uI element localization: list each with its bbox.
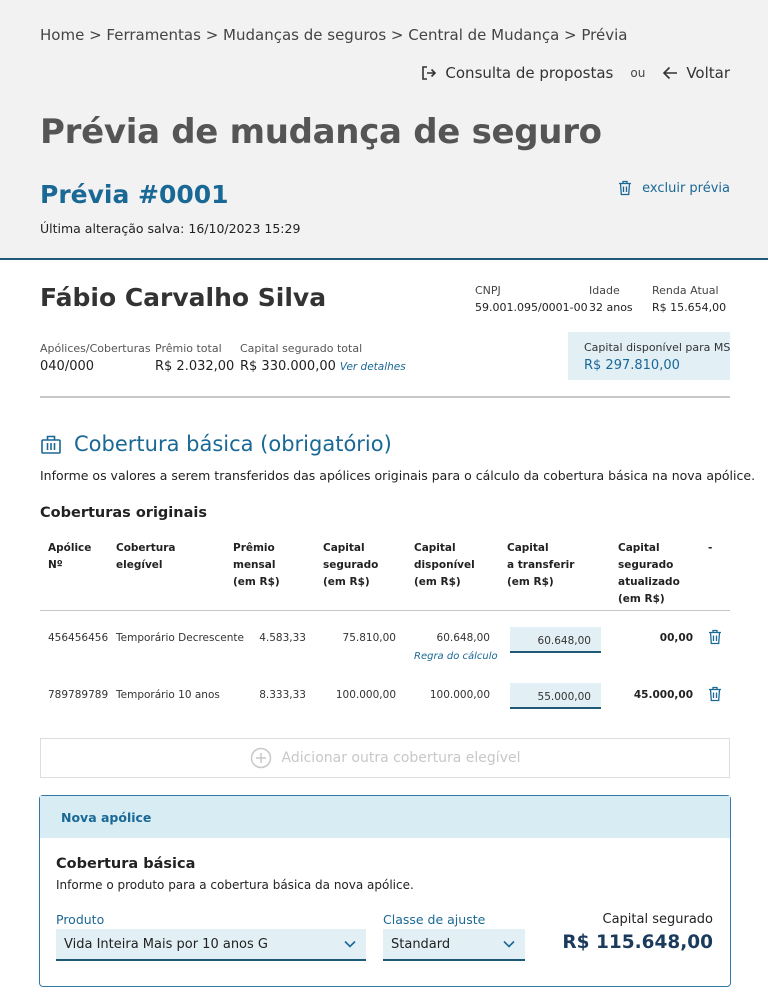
header-available: Capital disponível (em R$) [414,542,475,588]
preview-id: Prévia #0001 [40,180,229,209]
basic-coverage-title: Cobertura básica [56,856,196,872]
row-premium: 8.333,33 [259,689,306,701]
header-action: - [708,542,713,554]
page-header [0,0,768,260]
row-policy: 789789789 [48,689,109,701]
product-select[interactable] [56,929,366,961]
capital-value-row [240,359,406,374]
briefcase-icon [40,433,74,455]
class-select[interactable] [383,929,525,961]
add-coverage-button[interactable] [40,738,730,778]
header-insured: Capital segurado (em R$) [323,542,379,588]
row-coverage: Temporário 10 anos [116,689,220,701]
divider [40,396,730,398]
or-text: ou [630,66,646,80]
details-link[interactable]: Ver detalhes [339,361,406,373]
header-premium: Prêmio mensal (em R$) [233,542,280,588]
top-actions [421,64,730,82]
cnpj-label: CNPJ [475,284,501,297]
policies-value: 040/000 [40,359,95,374]
income-info [652,284,726,314]
class-label: Classe de ajuste [383,912,486,927]
client-name: Fábio Carvalho Silva [40,283,327,312]
capital-stat [240,342,406,374]
insured-capital-value: R$ 115.648,00 [562,932,713,953]
capital-value: R$ 330.000,00 [240,359,336,374]
arrow-left-icon [662,65,686,81]
income-label: Renda Atual [652,284,719,297]
plus-circle-icon [250,747,282,769]
transfer-input[interactable]: 60.648,00 [510,627,601,653]
age-label: Idade [589,284,620,297]
row-coverage: Temporário Decrescente [116,632,244,644]
capital-label: Capital segurado total [240,342,363,355]
available-capital-box [568,332,730,380]
class-value: Standard [391,937,451,952]
available-label: Capital disponível para MS [584,341,731,354]
product-label: Produto [56,912,105,927]
back-link[interactable] [662,64,730,82]
last-saved-text: Última alteração salva: 16/10/2023 15:29 [40,221,301,236]
row-insured: 75.810,00 [342,632,396,644]
proposals-label: Consulta de propostas [445,64,614,82]
policies-stat [40,342,151,374]
coverage-title: Cobertura básica (obrigatório) [74,432,392,456]
header-policy: Apólice Nº [48,542,92,571]
trash-icon[interactable] [708,686,722,702]
original-coverages-title: Coberturas originais [40,505,207,521]
row-premium: 4.583,33 [259,632,306,644]
chevron-down-icon [344,939,356,949]
header-updated: Capital segurado atualizado (em R$) [618,542,680,605]
trash-icon[interactable] [708,629,722,645]
trash-icon [618,180,642,196]
row-policy: 456456456 [48,632,109,644]
premium-value: R$ 2.032,00 [155,359,235,374]
page-title: Prévia de mudança de seguro [40,112,602,152]
row-updated: 45.000,00 [633,689,693,701]
row-insured: 100.000,00 [335,689,396,701]
proposals-link[interactable] [421,64,613,82]
chevron-down-icon [503,939,515,949]
coverage-description: Informe os valores a serem transferidos das apólices originais para o cálculo da cobertura básica na nova apólice. [40,468,756,483]
age-value: 32 anos [589,301,633,314]
cnpj-info [475,284,588,314]
delete-preview-label: excluir prévia [642,180,730,196]
cnpj-value: 59.001.095/0001-00 [475,301,588,314]
premium-label: Prêmio total [155,342,222,355]
breadcrumb[interactable]: Home > Ferramentas > Mudanças de seguros > Central de Mudança > Prévia [40,26,628,44]
header-transfer: Capital a transferir (em R$) [507,542,575,588]
basic-coverage-description: Informe o produto para a cobertura básica da nova apólice. [56,878,414,892]
transfer-input[interactable]: 55.000,00 [510,683,601,709]
new-policy-header: Nova apólice [40,796,730,838]
table-header-line [40,610,730,611]
header-coverage: Cobertura elegível [116,542,176,571]
policies-label: Apólices/Coberturas [40,342,151,355]
delete-preview-button[interactable] [618,180,730,196]
exit-icon [421,65,445,81]
available-value: R$ 297.810,00 [584,358,680,373]
row-available: 100.000,00 [429,689,490,701]
income-value: R$ 15.654,00 [652,301,727,314]
coverage-section-title [40,432,392,456]
calculation-rule-link[interactable]: Regra do cálculo [414,651,498,662]
insured-capital-label: Capital segurado [602,912,713,927]
age-info [589,284,633,314]
new-policy-panel [39,795,731,987]
add-coverage-label: Adicionar outra cobertura elegível [281,750,521,766]
row-available: 60.648,00 [436,632,490,644]
back-label: Voltar [686,64,730,82]
premium-stat [155,342,234,374]
row-updated: 00,00 [659,632,693,644]
product-value: Vida Inteira Mais por 10 anos G [64,937,268,952]
